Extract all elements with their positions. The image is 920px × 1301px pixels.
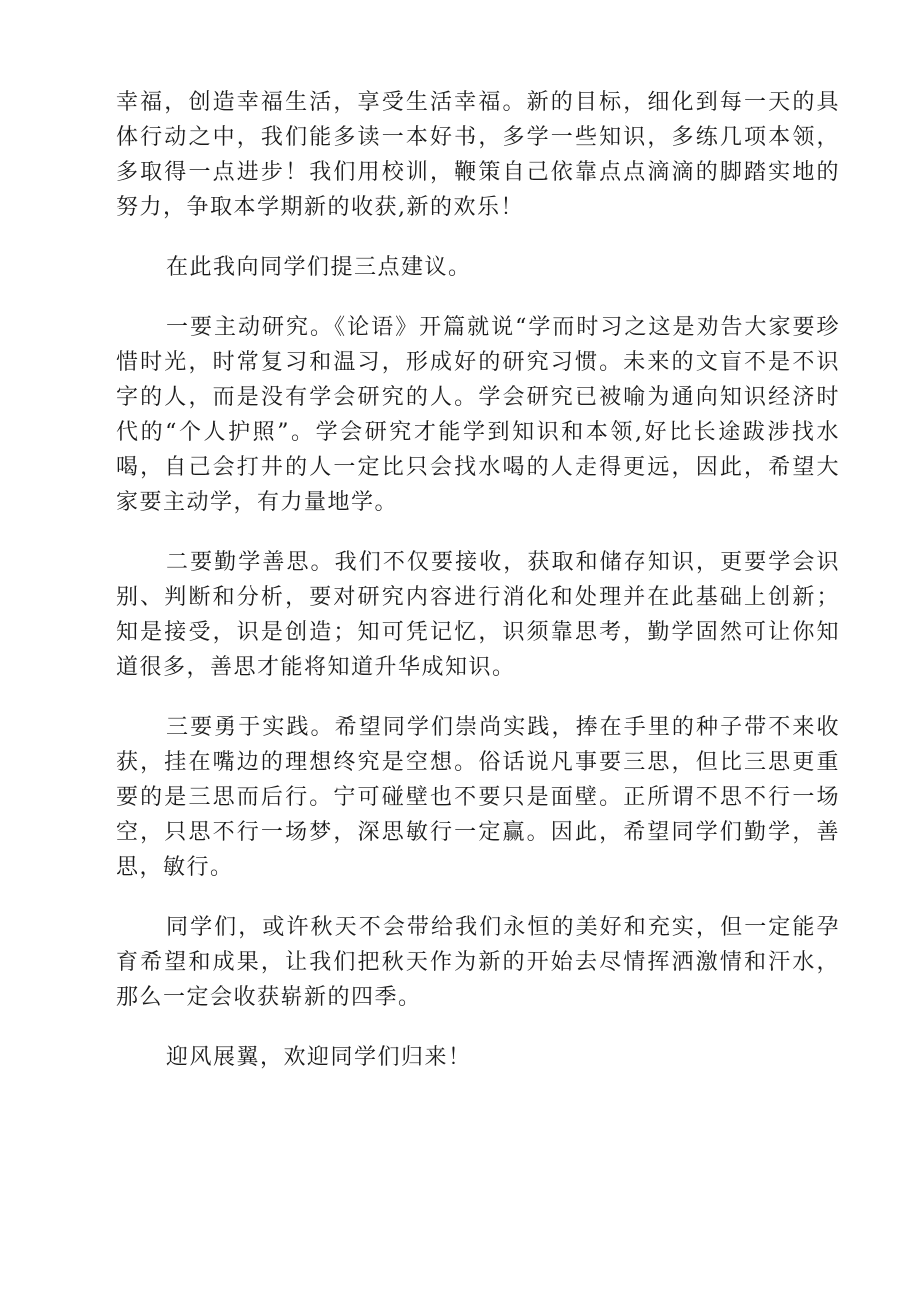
paragraph-continuation: 幸福，创造幸福生活，享受生活幸福。新的目标，细化到每一天的具体行动之中，我们能多读一本好书，多学一些知识，多练几项本领，多取得一点进步！我们用校训，鞭策自己依靠点点滴滴的脚踏实地的努力，争取本学期新的收获,新的欢乐！ [116,90,840,220]
paragraph-intro-suggestions: 在此我向同学们提三点建议。 [166,255,472,280]
paragraph-closing: 同学们，或许秋天不会带给我们永恒的美好和充实，但一定能孕育希望和成果，让我们把秋天作为新的开始去尽情挥洒激情和汗水，那么一定会收获崭新的四季。 [116,915,840,1010]
paragraph-suggestion-3: 三要勇于实践。希望同学们崇尚实践，捧在手里的种子带不来收获，挂在嘴边的理想终究是空想。俗话说凡事要三思，但比三思更重要的是三思而后行。宁可碰壁也不要只是面壁。正所谓不思不行一场空，只思不行一场梦，深思敏行一定赢。因此，希望同学们勤学，善思，敏行。 [116,715,840,880]
document-body [116,85,840,1100]
paragraph-welcome: 迎风展翼，欢迎同学们归来！ [166,1045,472,1070]
paragraph-suggestion-2: 二要勤学善思。我们不仅要接收，获取和储存知识，更要学会识别、判断和分析，要对研究内容进行消化和处理并在此基础上创新；知是接受，识是创造；知可凭记忆，识须靠思考，勤学固然可让你知道很多，善思才能将知道升华成知识。 [116,550,840,680]
paragraph-suggestion-1: 一要主动研究。《论语》开篇就说“学而时习之这是劝告大家要珍惜时光，时常复习和温习，形成好的研究习惯。未来的文盲不是不识字的人，而是没有学会研究的人。学会研究已被喻为通向知识经济时代的“个人护照”。学会研究才能学到知识和本领,好比长途跋涉找水喝，自己会打井的人一定比只会找水喝的人走得更远，因此，希望大家要主动学，有力量地学。 [116,315,840,515]
